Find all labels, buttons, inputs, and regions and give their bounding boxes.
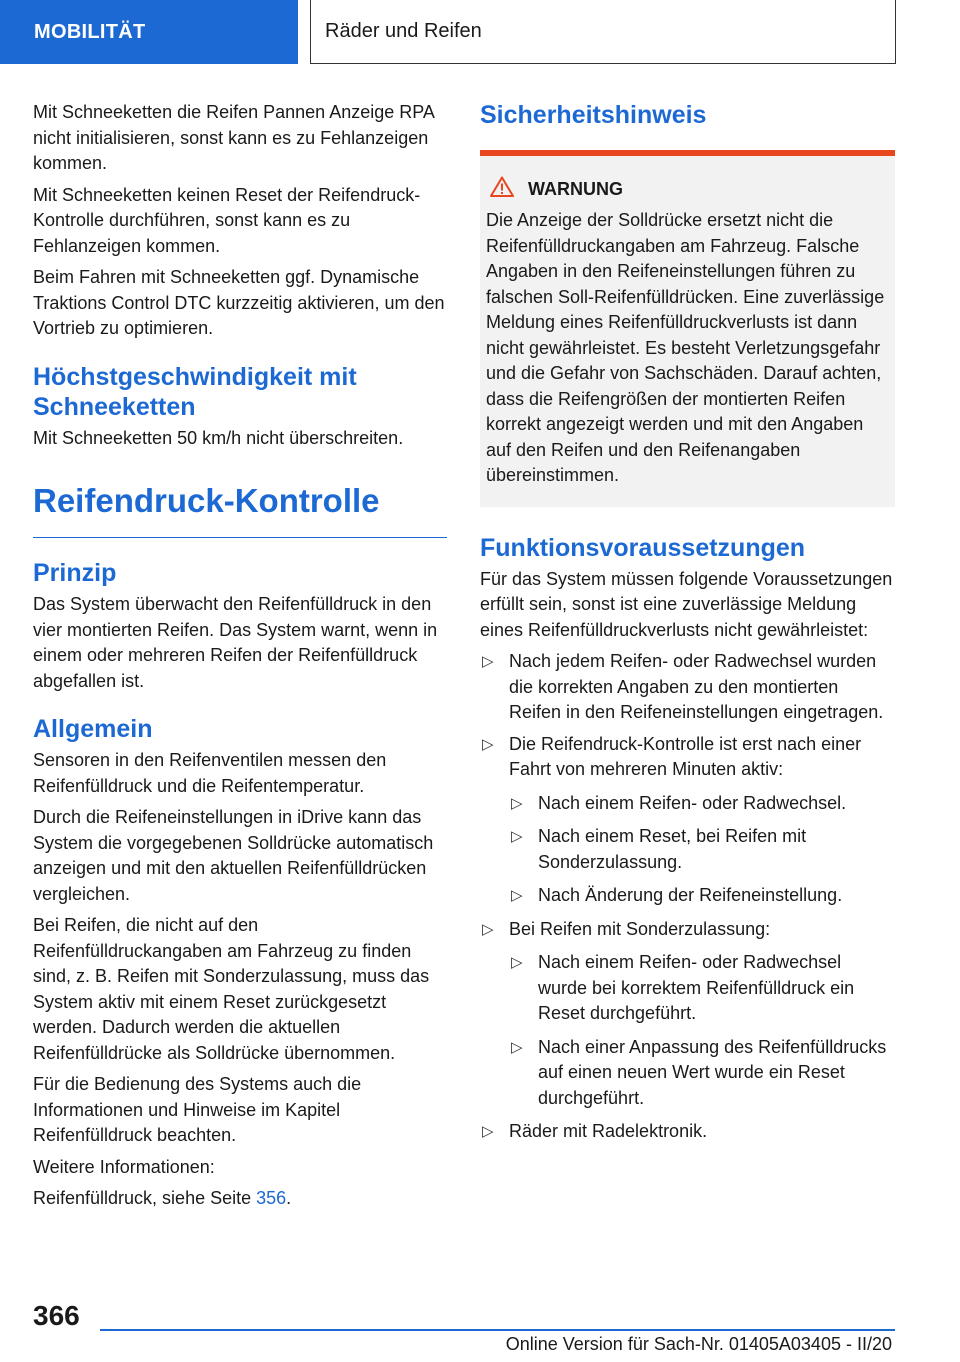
warning-box [480,150,895,507]
heading-allgemein: Allgemein [33,715,153,743]
list-item-text: Die Reifendruck-Kontrolle ist erst nach einer Fahrt von mehreren Minuten aktiv: [509,733,862,779]
paragraph: Für die Bedienung des Systems auch die Informationen und Hinweise im Kapitel Reifenfülldruck beachten. [33,1074,362,1145]
paragraph: Sensoren in den Reifenventilen messen den Reifenfülldruck und die Reifentemperatur. [33,750,387,796]
warning-triangle-icon [490,176,528,202]
sub-list [509,791,895,909]
paragraph: Mit Schneeketten keinen Reset der Reifendruck-Kontrolle durchführen, sonst kann es zu Fehlanzeigen kommen. [33,184,421,256]
reference-paragraph [33,1186,447,1212]
heading-prinzip: Prinzip [33,559,117,587]
heading-requirements: Funktionsvoraussetzungen [480,533,806,562]
list-item-text: Nach einem Reset, bei Reifen mit Sonderzulassung. [538,826,807,872]
warning-label: WARNUNG [528,178,623,199]
list-item-text: Nach Änderung der Reifeneinstellung. [538,885,843,905]
list-item-text: Bei Reifen mit Sonderzulassung: [509,918,771,939]
paragraph: Für das System müssen folgende Voraussetzungen erfüllt sein, sonst ist eine zuverlässige Meldung eines Reifenfülldruckverlusts nicht gewährleistet: [480,568,893,640]
list-item-text: Nach einem Reifen- oder Radwechsel. [538,792,847,813]
list-item-text: Nach einer Anpassung des Reifenfülldrucks auf einen neuen Wert wurde ein Reset durchgeführt. [538,1036,887,1108]
page-reference-link[interactable]: 356 [256,1188,287,1208]
list-item-text: Räder mit Radelektronik. [509,1121,708,1141]
triangle-bullet-icon: ▷ [511,828,523,845]
left-column [33,100,447,1218]
sub-list-item [509,883,895,909]
heading-speed: Höchstgeschwindigkeit mit Schneeketten [33,362,357,421]
paragraph: Bei Reifen, die nicht auf den Reifenfülldruckangaben am Fahrzeug zu finden sind, z. B. Reifen mit Sonderzulassung, muss das System aktiv mit einem Reset zurückgesetzt werden. Dadurch werden die aktuellen Reifenfülldrücke als Solldrücke übernommen. [33,915,430,1063]
list-item [480,917,895,1112]
sub-list-item [509,1035,895,1112]
list-item [480,1119,895,1145]
chapter-title: Räder und Reifen [325,20,482,42]
warning-header [480,156,895,208]
triangle-bullet-icon: ▷ [482,653,494,670]
warning-text: Die Anzeige der Solldrücke ersetzt nicht die Reifenfülldruckangaben am Fahrzeug. Falsche Angaben in den Reifeneinstellungen führen zu falschen Soll-Reifenfülldrücken. Eine zuverlässige Meldung eines Reifenfülldruckverlusts ist dann nicht gewährleistet. Es besteht Verletzungsgefahr und die Gefahr von Sachschäden. Darauf achten, dass die Reifengrößen der montierten Reifen korrekt angezeigt werden und mit den Angaben auf den Reifen und den Reifenangaben übereinstimmen. [486,210,885,485]
paragraph: Das System überwacht den Reifenfülldruck in den vier montierten Reifen. Das System warnt, wenn in einem oder mehreren Reifen der Reifenfülldruck abgefallen ist. [33,594,438,691]
section-tab [0,0,298,64]
paragraph: Mit Schneeketten die Reifen Pannen Anzeige RPA nicht initialisieren, sonst kann es zu Fehlanzeigen kommen. [33,102,434,173]
list-item-text: Nach einem Reifen- oder Radwechsel wurde bei korrektem Reifenfülldruck ein Reset durchgeführt. [538,952,855,1023]
triangle-bullet-icon: ▷ [511,887,523,904]
sub-list-item [509,950,895,1027]
list-item [480,732,895,909]
section-title: MOBILITÄT [34,20,146,43]
triangle-bullet-icon: ▷ [511,1038,523,1056]
sub-list-item [509,791,895,817]
paragraph: Beim Fahren mit Schneeketten ggf. Dynamische Traktions Control DTC kurzzeitig aktivieren, um den Vortrieb zu optimieren. [33,267,445,338]
chapter-heading: Reifendruck-Kontrolle [33,481,447,538]
right-column [480,100,895,1151]
list-item-text: Nach jedem Reifen- oder Radwechsel wurden die korrekten Angaben zu den montierten Reifen in den Reifeneinstellungen eingetragen. [509,651,884,722]
triangle-bullet-icon: ▷ [482,1123,494,1140]
chapter-tab [310,0,896,64]
paragraph: Mit Schneeketten 50 km/h nicht überschreiten. [33,427,404,448]
paragraph: Durch die Reifeneinstellungen in iDrive kann das System die vorgegebenen Solldrücke automatisch anzeigen und mit den aktuellen Reifenfülldrücken vergleichen. [33,807,434,904]
triangle-bullet-icon: ▷ [511,954,523,971]
triangle-bullet-icon: ▷ [511,794,523,812]
reference-text: Reifenfülldruck, siehe Seite [33,1188,257,1208]
heading-safety: Sicherheitshinweis [480,101,707,129]
reference-end: . [286,1188,292,1208]
sub-list [509,950,895,1111]
footer-divider [100,1329,895,1331]
requirements-list [480,649,895,1145]
sub-list-item [509,824,895,875]
triangle-bullet-icon: ▷ [482,735,494,753]
paragraph: Weitere Informationen: [33,1156,215,1177]
triangle-bullet-icon: ▷ [482,920,494,938]
page-number: 366 [33,1300,80,1331]
footer-online-version: Online Version für Sach-Nr. 01405A03405 - II/20 [505,1334,892,1354]
list-item [480,649,895,726]
